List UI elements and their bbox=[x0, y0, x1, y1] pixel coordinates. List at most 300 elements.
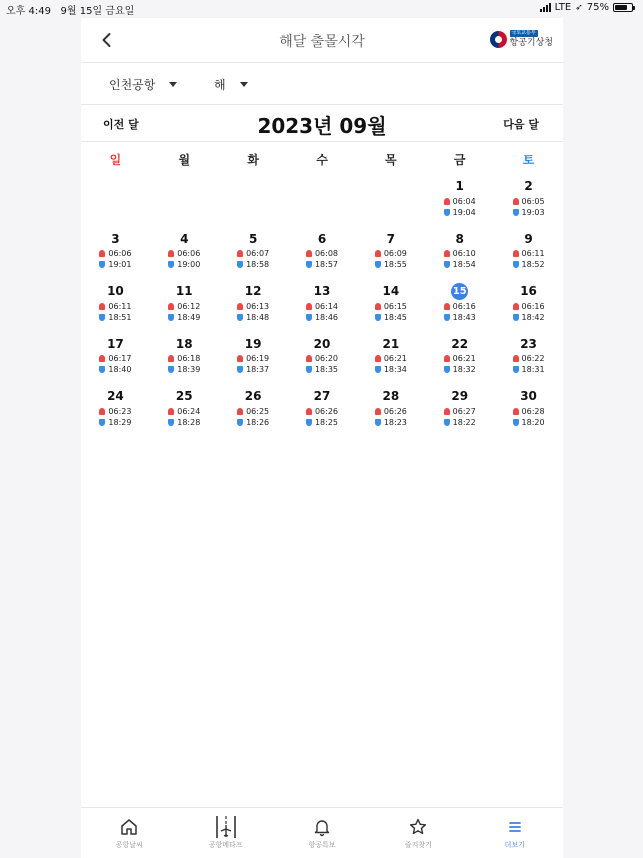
sunrise-row bbox=[444, 196, 476, 206]
sunrise-time: 06:23 bbox=[108, 406, 132, 416]
date-number: 19 bbox=[244, 336, 262, 351]
sunset-icon bbox=[444, 314, 450, 321]
sunset-time: 18:42 bbox=[521, 312, 545, 322]
location-icon: ➶ bbox=[575, 2, 583, 13]
sunrise-time: 06:13 bbox=[246, 301, 270, 311]
sunrise-time: 06:16 bbox=[521, 301, 545, 311]
sunrise-row bbox=[99, 406, 131, 416]
calendar-day[interactable] bbox=[356, 283, 425, 336]
sunrise-icon bbox=[375, 355, 381, 362]
status-time-date bbox=[6, 2, 134, 17]
sunrise-time: 06:14 bbox=[314, 301, 339, 311]
date-number: 22 bbox=[451, 336, 469, 351]
sunrise-icon bbox=[375, 250, 381, 257]
sunrise-icon bbox=[99, 408, 105, 415]
sunset-icon bbox=[168, 314, 174, 321]
date-number: 8 bbox=[455, 231, 464, 246]
date-number: 28 bbox=[382, 389, 400, 403]
signal-icon bbox=[540, 3, 551, 12]
runway-icon bbox=[214, 816, 238, 838]
sunset-icon bbox=[375, 314, 381, 321]
sunrise-icon bbox=[513, 303, 519, 310]
sunrise-icon bbox=[513, 198, 519, 205]
sunrise-time: 06:26 bbox=[314, 406, 339, 416]
calendar-day[interactable] bbox=[219, 283, 288, 336]
sunset-time: 18:37 bbox=[246, 365, 270, 374]
sunset-icon bbox=[513, 261, 519, 268]
sunrise-time: 06:11 bbox=[108, 301, 132, 311]
sunset-icon bbox=[237, 314, 243, 321]
sunrise-row bbox=[237, 301, 269, 311]
sunset-icon bbox=[99, 366, 105, 373]
sunrise-row bbox=[513, 354, 545, 364]
sunset-icon bbox=[513, 209, 519, 216]
sunrise-row bbox=[237, 354, 269, 364]
calendar-day[interactable] bbox=[356, 336, 425, 389]
sunrise-time: 06:09 bbox=[383, 249, 407, 258]
status-time: 오후 4:49 bbox=[6, 6, 51, 17]
sunset-row bbox=[168, 417, 200, 427]
sunrise-row bbox=[444, 301, 476, 311]
sunrise-icon bbox=[513, 408, 519, 415]
sunset-icon bbox=[444, 419, 450, 426]
tab-label: 항공특보 bbox=[308, 841, 336, 849]
sunset-row bbox=[306, 417, 338, 427]
sunrise-icon bbox=[513, 355, 519, 362]
calendar-day[interactable] bbox=[288, 388, 357, 441]
sunset-icon bbox=[444, 366, 450, 373]
sunrise-icon bbox=[306, 303, 312, 310]
sunset-row bbox=[444, 260, 476, 270]
calendar-empty-cell bbox=[81, 178, 150, 231]
sunset-icon bbox=[375, 366, 381, 373]
sunset-row bbox=[306, 365, 338, 375]
sunset-time: 18:40 bbox=[108, 365, 132, 374]
sunrise-icon bbox=[306, 355, 312, 362]
sunrise-icon bbox=[375, 408, 381, 415]
date-number: 29 bbox=[451, 389, 469, 403]
sunset-row bbox=[237, 312, 269, 322]
calendar-empty-cell bbox=[288, 178, 357, 231]
battery-percent: 75% bbox=[586, 2, 609, 13]
calendar-day[interactable] bbox=[425, 231, 494, 284]
calendar-day[interactable] bbox=[425, 283, 494, 336]
calendar-grid bbox=[81, 178, 563, 441]
sunset-icon bbox=[513, 419, 519, 426]
sunrise-icon bbox=[444, 408, 450, 415]
calendar-day[interactable] bbox=[425, 336, 494, 389]
sunset-row bbox=[168, 312, 200, 322]
tab-favorites[interactable] bbox=[370, 808, 466, 858]
sunrise-icon bbox=[168, 250, 174, 257]
sunset-row bbox=[306, 260, 338, 270]
sunrise-row bbox=[375, 406, 407, 416]
sunrise-time: 06:12 bbox=[177, 301, 201, 311]
network-label: LTE bbox=[554, 2, 572, 13]
weekday-header bbox=[81, 151, 563, 168]
taegeuk-emblem-icon bbox=[490, 31, 507, 48]
sunrise-row bbox=[513, 406, 545, 416]
sunrise-icon bbox=[99, 250, 105, 257]
today-date-number: 15 bbox=[451, 283, 468, 300]
type-selected: 해 bbox=[214, 78, 226, 92]
sunrise-row bbox=[306, 406, 338, 416]
calendar-empty-cell bbox=[219, 178, 288, 231]
sunset-icon bbox=[168, 261, 174, 268]
calendar-day[interactable] bbox=[219, 231, 288, 284]
sunrise-time: 06:18 bbox=[177, 354, 201, 363]
sunset-icon bbox=[375, 261, 381, 268]
status-bar bbox=[0, 0, 643, 18]
sunset-icon bbox=[237, 419, 243, 426]
sunset-row bbox=[375, 260, 407, 270]
sunset-row bbox=[168, 365, 200, 375]
date-number: 13 bbox=[313, 284, 331, 298]
sunrise-time: 06:24 bbox=[177, 406, 201, 416]
date-number: 30 bbox=[520, 389, 537, 403]
sunrise-icon bbox=[306, 250, 312, 257]
calendar-empty-cell bbox=[356, 178, 425, 231]
sunrise-icon bbox=[237, 250, 243, 257]
calendar-day[interactable] bbox=[356, 388, 425, 441]
date-number: 25 bbox=[175, 389, 193, 403]
date-number: 11 bbox=[175, 284, 193, 298]
sunset-row bbox=[513, 417, 545, 427]
calendar-day[interactable] bbox=[425, 178, 494, 231]
sunset-icon bbox=[168, 419, 174, 426]
sunrise-row bbox=[168, 249, 200, 259]
sunrise-time: 06:26 bbox=[383, 406, 407, 416]
weekday-thu: 목 bbox=[385, 153, 397, 167]
sunset-time: 18:48 bbox=[246, 312, 270, 322]
sunrise-row bbox=[99, 249, 131, 259]
date-number: 7 bbox=[386, 231, 396, 246]
sunset-row bbox=[375, 417, 407, 427]
date-number: 26 bbox=[244, 389, 262, 403]
sunrise-time: 06:25 bbox=[246, 406, 270, 416]
calendar-day[interactable] bbox=[288, 231, 357, 284]
current-month: 2023년 09월 bbox=[257, 114, 387, 138]
month-navigation bbox=[81, 105, 563, 142]
calendar-day[interactable] bbox=[494, 178, 563, 231]
weekday-sat: 토 bbox=[522, 153, 535, 167]
sunset-icon bbox=[237, 261, 243, 268]
sunset-icon bbox=[168, 366, 174, 373]
bottom-tab-bar bbox=[81, 807, 563, 858]
prev-month-button[interactable]: 이전 달 bbox=[103, 118, 139, 131]
sunrise-icon bbox=[237, 303, 243, 310]
sunrise-row bbox=[444, 354, 476, 364]
sunrise-time: 06:16 bbox=[452, 301, 476, 311]
calendar-day[interactable] bbox=[81, 336, 150, 389]
sunrise-icon bbox=[168, 355, 174, 362]
sunrise-row bbox=[237, 249, 269, 259]
sunset-icon bbox=[99, 419, 105, 426]
sunset-row bbox=[99, 312, 131, 322]
sunset-row bbox=[444, 312, 476, 322]
sunrise-row bbox=[375, 249, 407, 259]
sunset-time: 18:20 bbox=[521, 417, 545, 427]
sunrise-time: 06:08 bbox=[314, 249, 339, 258]
calendar-week bbox=[81, 178, 563, 231]
sunset-time: 18:34 bbox=[383, 365, 407, 374]
celestial-type-dropdown[interactable] bbox=[214, 76, 248, 93]
calendar-day[interactable] bbox=[494, 283, 563, 336]
airport-selected: 인천공항 bbox=[109, 78, 156, 92]
header bbox=[81, 18, 563, 63]
sunrise-row bbox=[375, 301, 407, 311]
sunrise-row bbox=[513, 301, 545, 311]
calendar-day[interactable] bbox=[81, 231, 150, 284]
date-number: 24 bbox=[107, 389, 124, 403]
sunrise-time: 06:06 bbox=[108, 249, 132, 258]
sunset-row bbox=[168, 260, 200, 270]
logo-agency-name: 항공기상청 bbox=[509, 38, 553, 48]
sunset-row bbox=[513, 207, 545, 217]
sunset-row bbox=[444, 365, 476, 375]
sunset-icon bbox=[306, 366, 312, 373]
date-number: 17 bbox=[107, 336, 124, 351]
date-number: 9 bbox=[524, 231, 533, 246]
sunset-row bbox=[513, 260, 545, 270]
sunrise-icon bbox=[444, 303, 450, 310]
sunrise-time: 06:27 bbox=[452, 406, 476, 416]
sunset-time: 18:29 bbox=[108, 417, 132, 427]
sunrise-icon bbox=[168, 303, 174, 310]
sunrise-time: 06:21 bbox=[383, 354, 407, 363]
sunset-time: 18:52 bbox=[521, 260, 545, 269]
weekday-wed: 수 bbox=[316, 153, 328, 167]
calendar-day[interactable] bbox=[219, 388, 288, 441]
sunset-icon bbox=[513, 366, 519, 373]
sunset-time: 18:45 bbox=[383, 312, 407, 322]
battery-icon bbox=[613, 3, 633, 12]
tab-label: 즐겨찾기 bbox=[404, 841, 432, 849]
sunset-time: 18:25 bbox=[314, 417, 339, 427]
home-icon bbox=[119, 816, 139, 838]
sunrise-row bbox=[513, 196, 545, 206]
sunset-row bbox=[99, 417, 131, 427]
sunrise-time: 06:28 bbox=[521, 406, 545, 416]
calendar-day[interactable] bbox=[150, 231, 219, 284]
date-number: 5 bbox=[248, 231, 258, 246]
calendar-week bbox=[81, 231, 563, 284]
sunset-row bbox=[237, 365, 269, 375]
sunset-row bbox=[99, 260, 131, 270]
sunrise-row bbox=[306, 301, 338, 311]
calendar-day[interactable] bbox=[494, 388, 563, 441]
sunset-time: 18:43 bbox=[452, 312, 476, 322]
tab-label: 공항날씨 bbox=[115, 841, 143, 849]
calendar-day[interactable] bbox=[288, 283, 357, 336]
sunrise-icon bbox=[99, 303, 105, 310]
page-title: 해달 출몰시각 bbox=[279, 34, 365, 50]
sunset-row bbox=[237, 417, 269, 427]
sunrise-time: 06:05 bbox=[521, 196, 545, 206]
sunrise-row bbox=[306, 354, 338, 364]
sunrise-time: 06:17 bbox=[108, 354, 132, 363]
calendar-day[interactable] bbox=[494, 336, 563, 389]
date-number: 27 bbox=[313, 389, 331, 403]
sunset-time: 19:01 bbox=[108, 260, 132, 269]
date-number: 16 bbox=[520, 284, 537, 298]
star-icon bbox=[408, 816, 428, 838]
sunrise-row bbox=[375, 354, 407, 364]
caret-down-icon bbox=[169, 82, 177, 87]
date-number: 2 bbox=[524, 179, 533, 193]
calendar-day[interactable] bbox=[81, 283, 150, 336]
weekday-mon: 월 bbox=[178, 153, 191, 167]
calendar-week bbox=[81, 336, 563, 389]
sunset-time: 18:46 bbox=[314, 312, 339, 322]
sunset-icon bbox=[99, 314, 105, 321]
date-number: 18 bbox=[175, 336, 193, 351]
sunset-row bbox=[513, 365, 545, 375]
sunrise-row bbox=[237, 406, 269, 416]
calendar-day[interactable] bbox=[150, 388, 219, 441]
sunrise-row bbox=[168, 354, 200, 364]
tab-airport-weather[interactable] bbox=[81, 808, 177, 858]
sunrise-icon bbox=[444, 355, 450, 362]
sunrise-icon bbox=[444, 198, 450, 205]
sunset-time: 18:51 bbox=[108, 312, 132, 322]
sunrise-time: 06:10 bbox=[452, 249, 476, 258]
date-number: 23 bbox=[520, 336, 537, 351]
sunrise-row bbox=[168, 301, 200, 311]
sunrise-icon bbox=[513, 250, 519, 257]
sunset-row bbox=[375, 312, 407, 322]
sunrise-time: 06:19 bbox=[246, 354, 270, 363]
date-number: 3 bbox=[111, 231, 120, 246]
sunrise-icon bbox=[375, 303, 381, 310]
sunset-time: 19:04 bbox=[452, 207, 476, 217]
sunset-time: 19:00 bbox=[177, 260, 201, 269]
date-number: 20 bbox=[313, 336, 331, 351]
sunset-time: 18:26 bbox=[246, 417, 270, 427]
sunset-row bbox=[513, 312, 545, 322]
battery-fill bbox=[615, 5, 627, 10]
sunset-icon bbox=[444, 209, 450, 216]
calendar-day[interactable] bbox=[81, 388, 150, 441]
sunrise-icon bbox=[306, 408, 312, 415]
sunset-row bbox=[444, 207, 476, 217]
sunset-icon bbox=[306, 314, 312, 321]
calendar-day[interactable] bbox=[356, 231, 425, 284]
sunrise-icon bbox=[168, 408, 174, 415]
sunset-time: 18:28 bbox=[177, 417, 201, 427]
weekday-sun: 일 bbox=[109, 153, 122, 167]
sunset-row bbox=[375, 365, 407, 375]
sunset-time: 18:31 bbox=[521, 365, 545, 374]
sunset-time: 18:55 bbox=[383, 260, 407, 269]
sunrise-icon bbox=[237, 408, 243, 415]
agency-logo bbox=[490, 30, 553, 48]
weekday-tue: 화 bbox=[247, 153, 259, 167]
date-number: 12 bbox=[244, 284, 262, 298]
calendar-day[interactable] bbox=[494, 231, 563, 284]
sunset-time: 19:03 bbox=[521, 207, 545, 217]
airport-dropdown[interactable] bbox=[109, 76, 177, 93]
tab-airport-metar[interactable] bbox=[177, 808, 273, 858]
date-number: 21 bbox=[382, 336, 400, 351]
caret-down-icon bbox=[240, 82, 248, 87]
tab-label: 공항메타프 bbox=[208, 841, 243, 849]
sunset-row bbox=[306, 312, 338, 322]
calendar-day[interactable] bbox=[425, 388, 494, 441]
sunrise-row bbox=[168, 406, 200, 416]
sunset-icon bbox=[444, 261, 450, 268]
sunrise-time: 06:20 bbox=[314, 354, 339, 363]
sunset-icon bbox=[99, 261, 105, 268]
sunrise-row bbox=[306, 249, 338, 259]
next-month-button[interactable]: 다음 달 bbox=[503, 118, 539, 131]
logo-ministry: 국토교통부 bbox=[511, 30, 536, 36]
bell-icon bbox=[312, 816, 332, 838]
status-indicators bbox=[540, 2, 633, 13]
tab-more[interactable] bbox=[467, 808, 563, 858]
status-date: 9월 15일 금요일 bbox=[60, 6, 135, 17]
app-window bbox=[81, 18, 563, 858]
sunset-time: 18:22 bbox=[452, 417, 476, 427]
sunrise-time: 06:06 bbox=[177, 249, 201, 258]
sunrise-time: 06:15 bbox=[383, 301, 407, 311]
filter-bar bbox=[81, 63, 563, 105]
sunset-row bbox=[444, 417, 476, 427]
sunset-time: 18:35 bbox=[314, 365, 339, 374]
sunrise-icon bbox=[99, 355, 105, 362]
tab-aviation-warnings[interactable] bbox=[274, 808, 370, 858]
sunrise-row bbox=[513, 249, 545, 259]
date-number: 10 bbox=[107, 284, 124, 298]
date-number: 4 bbox=[180, 231, 189, 246]
sunset-icon bbox=[237, 366, 243, 373]
sunset-time: 18:49 bbox=[177, 312, 201, 322]
calendar-day[interactable] bbox=[150, 336, 219, 389]
sunset-time: 18:23 bbox=[383, 417, 407, 427]
menu-icon bbox=[505, 816, 525, 838]
calendar-day[interactable] bbox=[150, 283, 219, 336]
date-number: 6 bbox=[317, 231, 327, 246]
sunrise-icon bbox=[444, 250, 450, 257]
sunrise-row bbox=[99, 354, 131, 364]
calendar-empty-cell bbox=[150, 178, 219, 231]
weekday-fri: 금 bbox=[453, 153, 466, 167]
sunset-icon bbox=[306, 261, 312, 268]
sunset-row bbox=[237, 260, 269, 270]
sunrise-time: 06:07 bbox=[246, 249, 270, 258]
sunrise-icon bbox=[237, 355, 243, 362]
sunset-icon bbox=[375, 419, 381, 426]
sunrise-time: 06:21 bbox=[452, 354, 476, 363]
calendar-day[interactable] bbox=[288, 336, 357, 389]
sunrise-row bbox=[444, 249, 476, 259]
sunrise-row bbox=[444, 406, 476, 416]
calendar-day[interactable] bbox=[219, 336, 288, 389]
sunrise-time: 06:22 bbox=[521, 354, 545, 363]
sunset-icon bbox=[513, 314, 519, 321]
sunrise-time: 06:04 bbox=[452, 196, 476, 206]
sunset-time: 18:32 bbox=[452, 365, 476, 374]
sunrise-row bbox=[99, 301, 131, 311]
date-number: 1 bbox=[455, 179, 464, 193]
calendar-week bbox=[81, 283, 563, 336]
sunset-icon bbox=[306, 419, 312, 426]
sunset-time: 18:58 bbox=[246, 260, 270, 269]
sunset-row bbox=[99, 365, 131, 375]
sunrise-time: 06:11 bbox=[521, 249, 545, 258]
tab-label: 더보기 bbox=[504, 841, 525, 849]
sunset-time: 18:57 bbox=[314, 260, 339, 269]
